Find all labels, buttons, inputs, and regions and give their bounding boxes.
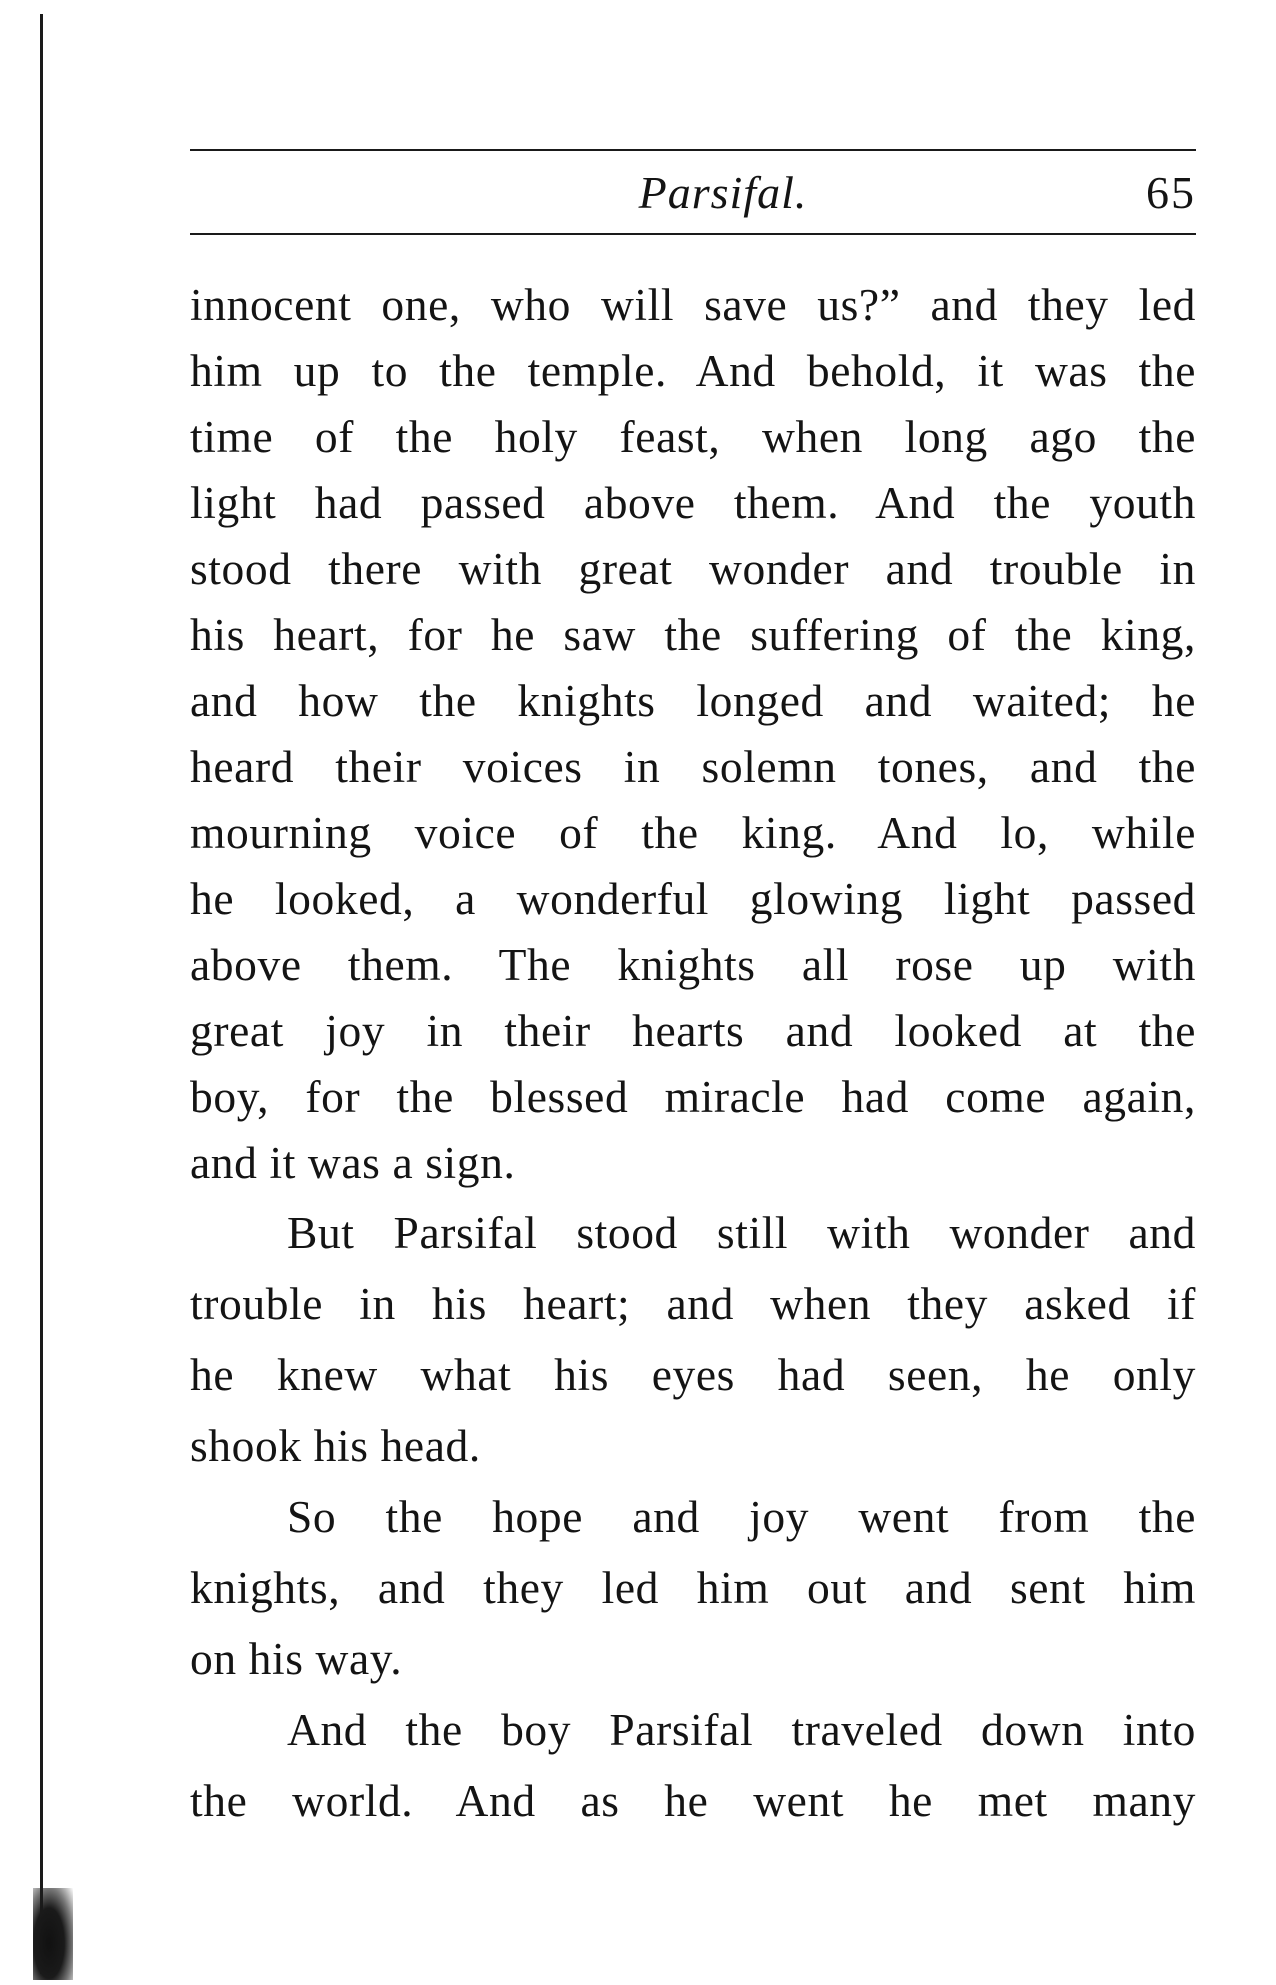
binding-edge-line bbox=[40, 14, 43, 1974]
text-line: shook his head. bbox=[190, 1420, 481, 1471]
text-line: and it was a sign. bbox=[190, 1137, 516, 1188]
text-line: great joy in their hearts and looked at the bbox=[190, 1005, 1196, 1056]
text-line: above them. The knights all rose up with bbox=[190, 939, 1196, 990]
text-line: innocent one, who will save us?” and they led bbox=[190, 279, 1196, 330]
text-line: he looked, a wonderful glowing light passed bbox=[190, 873, 1196, 924]
paragraph bbox=[190, 272, 1196, 1196]
page-number: 65 bbox=[1146, 167, 1196, 218]
text-line: heard their voices in solemn tones, and the bbox=[190, 741, 1196, 792]
paragraph bbox=[190, 1697, 1196, 1839]
text-line: But Parsifal stood still with wonder and bbox=[287, 1207, 1196, 1258]
body-text bbox=[190, 272, 1196, 1839]
text-line: light had passed above them. And the youth bbox=[190, 477, 1196, 528]
text-line: time of the holy feast, when long ago the bbox=[190, 411, 1196, 462]
text-line: knights, and they led him out and sent him bbox=[190, 1562, 1196, 1613]
header-rule-top bbox=[190, 149, 1196, 151]
text-line: on his way. bbox=[190, 1633, 403, 1684]
text-line: the world. And as he went he met many bbox=[190, 1775, 1196, 1826]
text-line: and how the knights longed and waited; he bbox=[190, 675, 1196, 726]
paragraph bbox=[190, 1200, 1196, 1484]
text-line: stood there with great wonder and trouble in bbox=[190, 543, 1196, 594]
text-line: mourning voice of the king. And lo, while bbox=[190, 807, 1196, 858]
binding-ink-mark bbox=[33, 1888, 73, 1980]
text-line: And the boy Parsifal traveled down into bbox=[287, 1704, 1196, 1755]
header-rule-bottom bbox=[190, 233, 1196, 235]
text-line: he knew what his eyes had seen, he only bbox=[190, 1349, 1196, 1400]
text-line: him up to the temple. And behold, it was the bbox=[190, 345, 1196, 396]
text-line: his heart, for he saw the suffering of the king, bbox=[190, 609, 1196, 660]
text-line: So the hope and joy went from the bbox=[287, 1491, 1196, 1542]
paragraph bbox=[190, 1484, 1196, 1697]
text-line: boy, for the blessed miracle had come again, bbox=[190, 1071, 1196, 1122]
text-line: trouble in his heart; and when they asked if bbox=[190, 1278, 1196, 1329]
running-title: Parsifal. bbox=[638, 167, 808, 218]
